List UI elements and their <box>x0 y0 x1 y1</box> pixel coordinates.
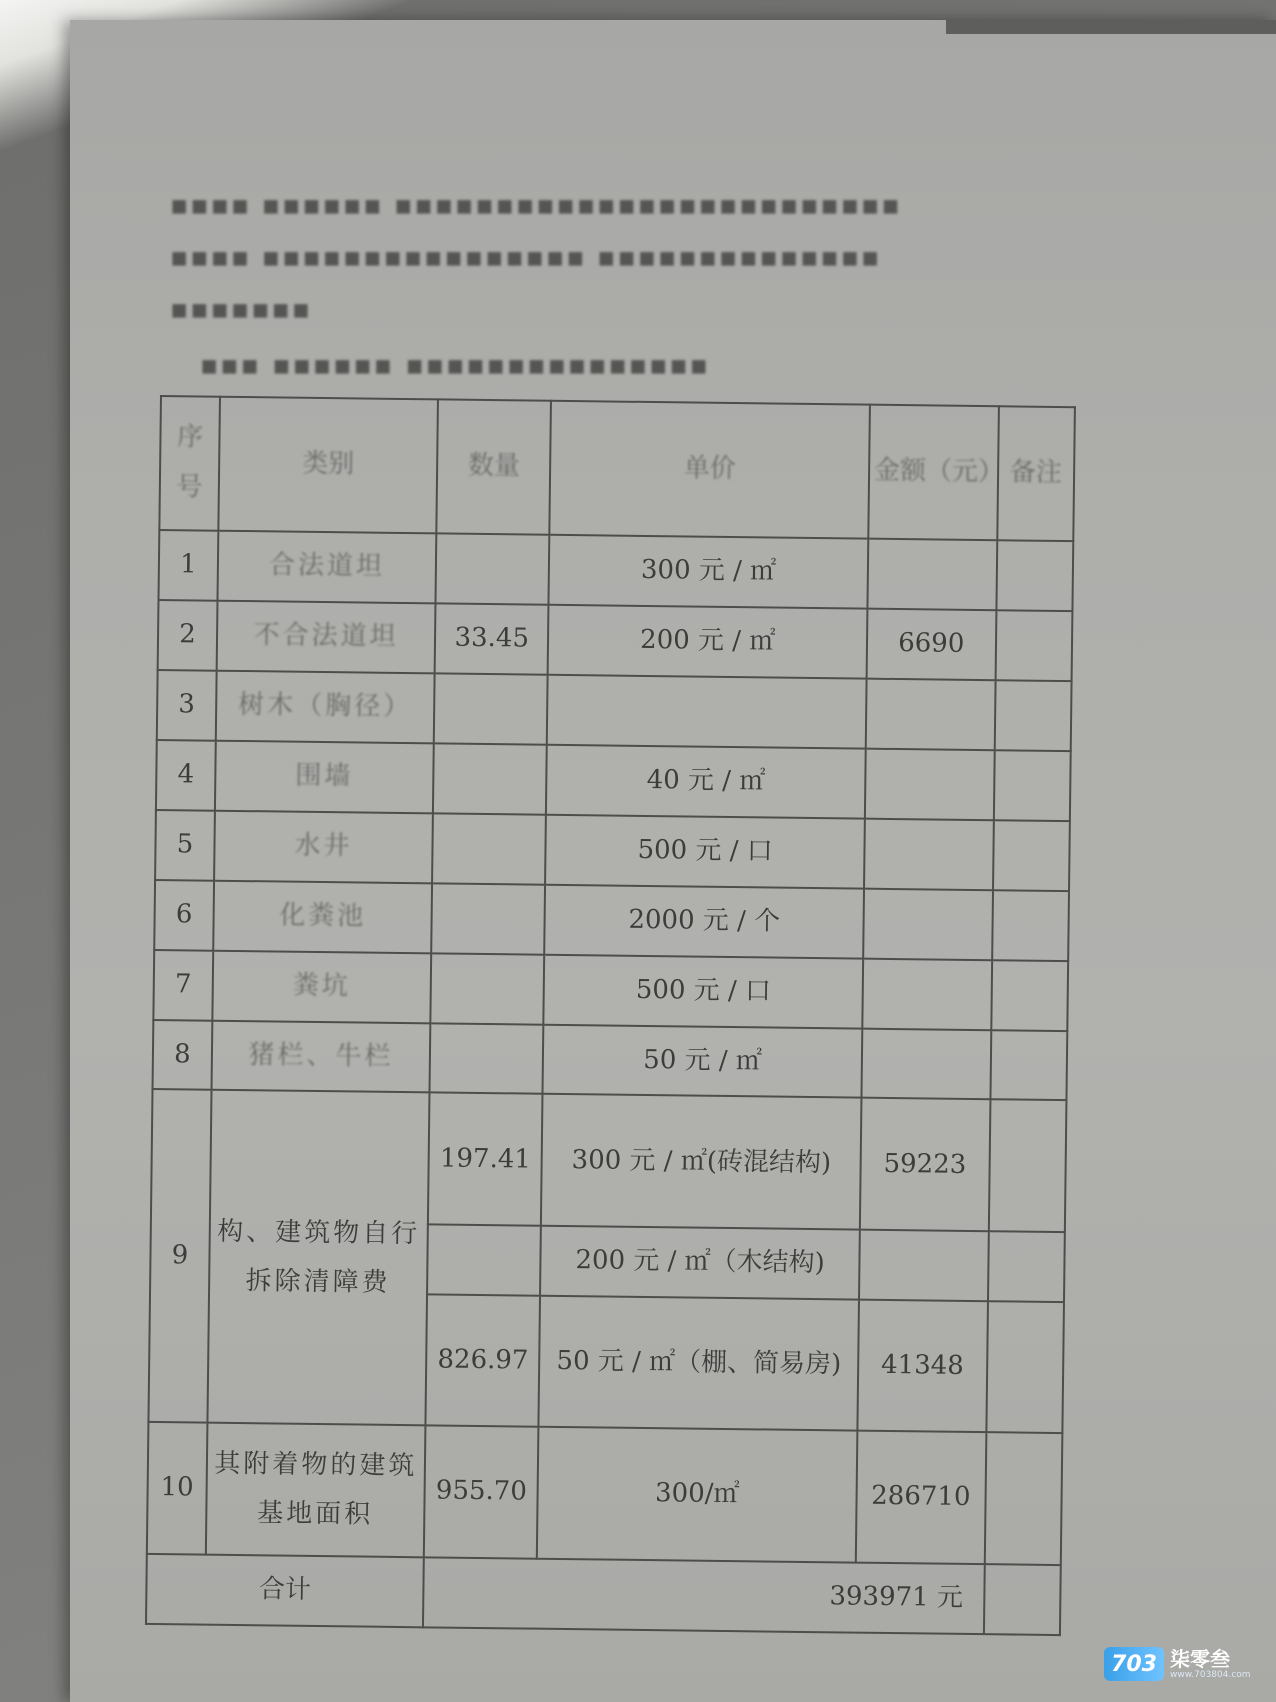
row-category: 化粪池 <box>213 880 432 953</box>
header-no: 序号 <box>159 396 220 530</box>
table-row-10 <box>147 1422 1063 1565</box>
row-remark <box>996 540 1073 611</box>
row10-amount: 286710 <box>856 1431 986 1564</box>
table-row <box>154 880 1069 961</box>
row10-remark <box>984 1433 1062 1565</box>
row9-amount-3: 41348 <box>857 1300 987 1433</box>
row9-unit-price-1: 300 元 / ㎡(砖混结构) <box>541 1094 861 1229</box>
row-amount <box>862 958 992 1030</box>
row-quantity <box>434 673 548 744</box>
row-no: 7 <box>153 949 213 1020</box>
row-quantity <box>431 883 545 954</box>
row9-unit-price-3: 50 元 / ㎡（棚、简易房) <box>539 1296 859 1431</box>
row-unit-price: 500 元 / 口 <box>544 954 863 1028</box>
row-category: 围墙 <box>215 740 434 813</box>
table-header-row <box>159 396 1075 541</box>
watermark-name: 柒零叁 <box>1170 1646 1230 1671</box>
header-amount: 金额（元） <box>868 405 998 540</box>
row-unit-price: 500 元 / 口 <box>545 814 864 888</box>
table-row <box>159 530 1074 611</box>
header-quantity: 数量 <box>436 399 551 534</box>
header-unit-price: 单价 <box>550 401 870 538</box>
row9-remark-1 <box>988 1100 1066 1232</box>
row-unit-price: 200 元 / ㎡ <box>548 604 867 678</box>
row10-unit-price: 300/㎡ <box>537 1427 857 1562</box>
row-remark <box>990 1030 1067 1101</box>
total-value: 393971 元 <box>423 1557 984 1634</box>
row-category: 粪坑 <box>212 950 431 1023</box>
row9-remark-3 <box>986 1301 1064 1433</box>
row-category: 不合法道坦 <box>217 600 436 673</box>
row-amount <box>866 678 996 750</box>
table-total-row <box>146 1554 1061 1635</box>
table-row <box>156 740 1071 821</box>
row-no: 3 <box>157 670 217 741</box>
total-label: 合计 <box>146 1554 424 1627</box>
row-quantity <box>430 1023 544 1094</box>
watermark-url: www.703804.com <box>1170 1669 1251 1680</box>
compensation-table <box>145 395 1076 1636</box>
watermark-logo <box>1104 1640 1254 1688</box>
header-remark: 备注 <box>997 406 1075 541</box>
row-no: 5 <box>155 810 215 881</box>
row10-category: 其附着物的建筑基地面积 <box>206 1423 426 1557</box>
row-remark <box>991 960 1068 1031</box>
row-category: 合法道坦 <box>217 530 436 603</box>
watermark-mark: 703 <box>1104 1647 1164 1681</box>
row-amount <box>864 818 994 890</box>
row9-quantity-1: 197.41 <box>428 1093 543 1226</box>
row-remark <box>994 680 1071 751</box>
row-no: 1 <box>159 530 219 601</box>
row9-no: 9 <box>148 1089 211 1423</box>
row-amount <box>861 1028 991 1100</box>
row-amount <box>867 538 997 610</box>
header-category: 类别 <box>218 397 438 533</box>
row-unit-price: 300 元 / ㎡ <box>549 534 868 608</box>
row-category: 水井 <box>214 810 433 883</box>
row-category: 猪栏、牛栏 <box>211 1020 430 1093</box>
row9-amount-1: 59223 <box>860 1098 990 1231</box>
row-amount: 6690 <box>866 608 996 680</box>
table-row-9-sub-1 <box>151 1089 1067 1232</box>
row-unit-price: 2000 元 / 个 <box>545 884 864 958</box>
row9-quantity-3: 826.97 <box>425 1294 540 1427</box>
row9-remark-2 <box>988 1231 1065 1302</box>
blurred-paragraph-line-3: ▪▪▪▪▪▪▪ <box>170 294 313 325</box>
row-quantity <box>430 953 544 1024</box>
row-no: 8 <box>153 1019 213 1090</box>
row9-amount-2 <box>859 1230 989 1302</box>
blurred-paragraph-line-1: ▪▪▪▪ ▪▪▪▪▪▪ ▪▪▪▪▪▪▪▪▪▪▪▪▪▪▪▪▪▪▪▪▪▪▪▪▪ <box>170 190 902 221</box>
row-quantity <box>433 743 547 814</box>
top-dark-strip <box>946 20 1276 34</box>
row10-quantity: 955.70 <box>424 1426 539 1559</box>
watermark-text <box>1170 1648 1251 1681</box>
row-unit-price <box>547 674 866 748</box>
table-row <box>157 670 1072 751</box>
table-row <box>155 810 1070 891</box>
row9-quantity-2 <box>427 1224 541 1295</box>
row-remark <box>995 610 1072 681</box>
row-amount <box>865 748 995 820</box>
table-row <box>153 1019 1068 1100</box>
total-remark <box>984 1564 1061 1635</box>
table-row <box>158 600 1073 681</box>
blurred-paragraph-line-2: ▪▪▪▪ ▪▪▪▪▪▪▪▪▪▪▪▪▪▪▪▪ ▪▪▪▪▪▪▪▪▪▪▪▪▪▪ <box>170 242 882 273</box>
row-quantity <box>435 533 549 604</box>
row-no: 6 <box>154 880 214 951</box>
row-amount <box>863 888 993 960</box>
row-category: 树木（胸径） <box>216 670 435 743</box>
row-no: 4 <box>156 740 216 811</box>
blurred-clause-heading: ▪▪▪ ▪▪▪▪▪▪ ▪▪▪▪▪▪▪▪▪▪▪▪▪▪▪ <box>200 350 710 381</box>
row-remark <box>993 750 1070 821</box>
row-quantity: 33.45 <box>435 603 549 674</box>
row10-no: 10 <box>147 1422 207 1554</box>
row-remark <box>993 820 1070 891</box>
row9-category: 构、建筑物自行拆除清障费 <box>207 1090 429 1426</box>
row-quantity <box>432 813 546 884</box>
row-no: 2 <box>158 600 218 671</box>
row-unit-price: 40 元 / ㎡ <box>546 744 865 818</box>
row-unit-price: 50 元 / ㎡ <box>543 1024 862 1098</box>
row-remark <box>992 890 1069 961</box>
table-row <box>153 949 1068 1030</box>
row9-unit-price-2: 200 元 / ㎡（木结构) <box>540 1226 859 1300</box>
